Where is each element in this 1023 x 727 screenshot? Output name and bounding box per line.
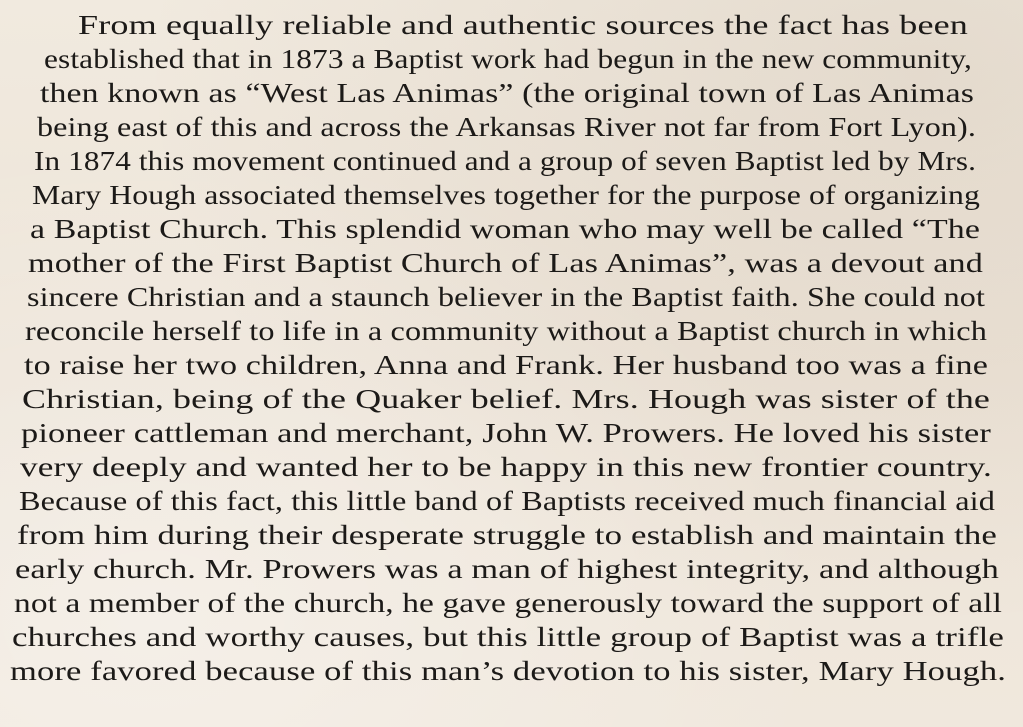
text-line: Mary Hough associated themselves together for the purpose of organizing (32, 180, 980, 210)
text-line: to raise her two children, Anna and Frank. Her husband too was a fine (24, 350, 989, 380)
text-line: pioneer cattleman and merchant, John W. Prowers. He loved his sister (21, 418, 991, 448)
text-line: mother of the First Baptist Church of Las Animas”, was a devout and (28, 248, 983, 278)
text-line: very deeply and wanted her to be happy in this new frontier country. (20, 452, 992, 482)
text-line: Christian, being of the Quaker belief. Mrs. Hough was sister of the (22, 384, 990, 414)
text-line: early church. Mr. Prowers was a man of highest integrity, and although (15, 554, 999, 584)
text-line: not a member of the church, he gave generously toward the support of all (14, 588, 1003, 618)
text-line: sincere Christian and a staunch believer in the Baptist faith. She could not (27, 282, 985, 312)
text-line: a Baptist Church. This splendid woman who may well be called “The (30, 214, 980, 244)
text-line: In 1874 this movement continued and a group of seven Baptist led by Mrs. (34, 146, 976, 176)
text-line: more favored because of this man’s devotion to his sister, Mary Hough. (10, 656, 1006, 686)
text-line: then known as “West Las Animas” (the original town of Las Animas (40, 78, 974, 108)
text-line: being east of this and across the Arkansas River not far from Fort Lyon). (37, 112, 977, 142)
text-line: reconcile herself to life in a community without a Baptist church in which (25, 316, 987, 346)
text-line: Because of this fact, this little band of Baptists received much financial aid (19, 486, 996, 516)
text-line: From equally reliable and authentic sources the fact has been (78, 10, 969, 40)
text-line: churches and worthy causes, but this little group of Baptist was a trifle (12, 622, 1004, 652)
text-line: from him during their desperate struggle to establish and maintain the (17, 520, 998, 550)
text-line: established that in 1873 a Baptist work had begun in the new community, (44, 44, 972, 74)
